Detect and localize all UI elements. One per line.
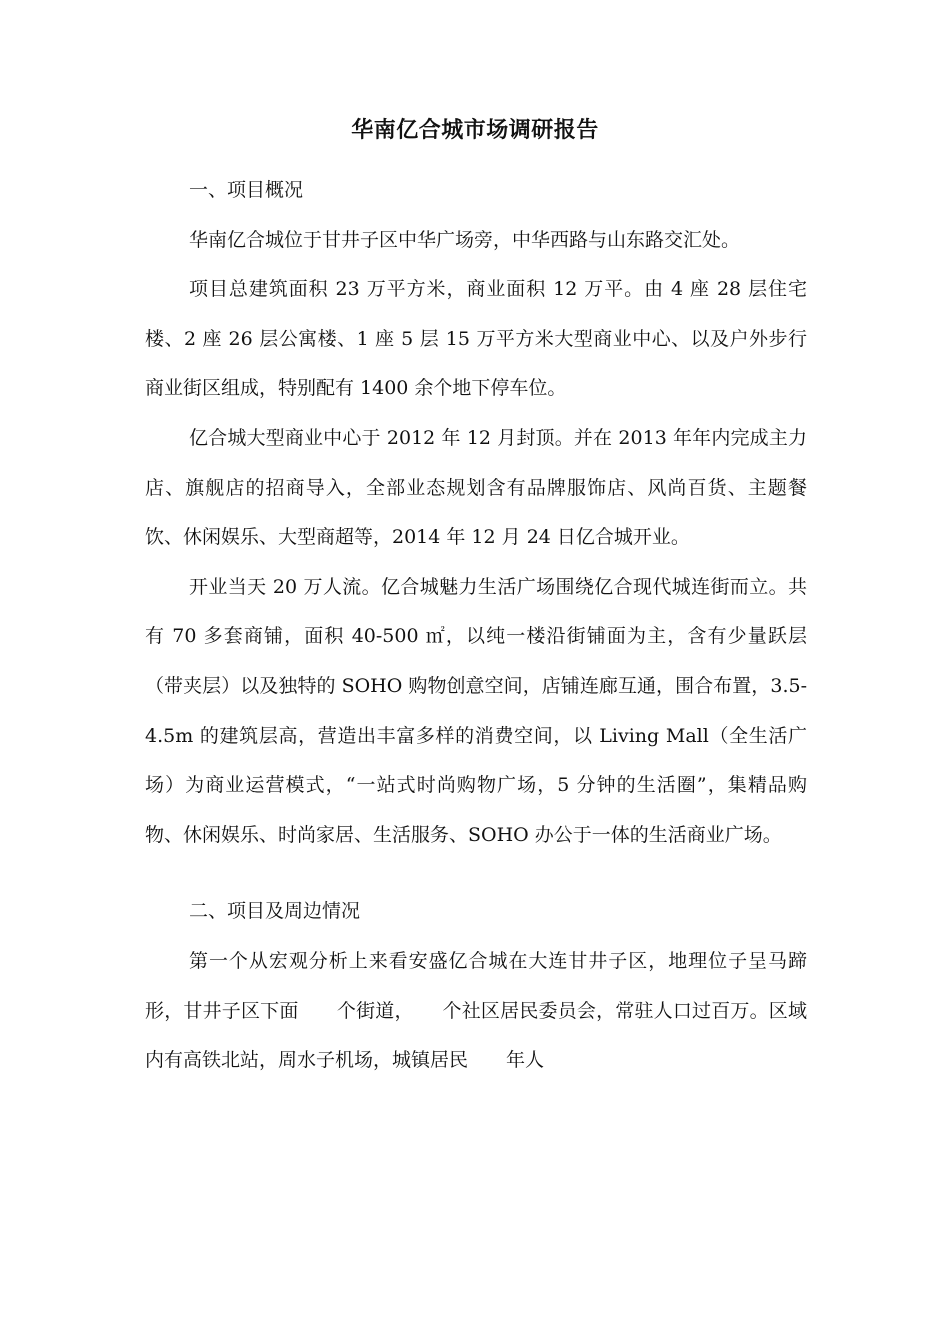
document-body xyxy=(145,166,807,1086)
section-heading-surroundings: 二、项目及周边情况 xyxy=(189,900,361,923)
paragraph-area: 项目总建筑面积 23 万平方米，商业面积 12 万平。由 4 座 28 层住宅楼、2 座 26 层公寓楼、1 座 5 层 15 万平方米大型商业中心、以及户外步行商业街区组成，特别配有 1400 余个地下停车位。 xyxy=(145,278,807,400)
paragraph-location: 华南亿合城位于甘井子区中华广场旁，中华西路与山东路交汇处。 xyxy=(189,228,741,251)
paragraph-opening: 开业当天 20 万人流。亿合城魅力生活广场围绕亿合现代城连街而立。共有 70 多套商铺，面积 40-500 ㎡，以纯一楼沿街铺面为主，含有少量跃层（带夹层）以及独特的 SOHO 购物创意空间，店铺连廊互通，围合布置，3.5-4.5m 的建筑层高，营造出丰富多样的消费空间，以 Living Mall（全生活广场）为商业运营模式，“一站式时尚购物广场，5 分钟的生活圈”，集精品购物、休闲娱乐、时尚家居、生活服务、SOHO 办公于一体的生活商业广场。 xyxy=(145,575,807,846)
paragraph-macro-analysis: 第一个从宏观分析上来看安盛亿合城在大连甘井子区，地理位子呈马蹄形，甘井子区下面 个街道， 个社区居民委员会，常驻人口过百万。区域内有高铁北站，周水子机场，城镇居民 年人 xyxy=(145,949,807,1072)
section-spacer xyxy=(145,860,807,887)
document-title: 华南亿合城市场调研报告 xyxy=(351,117,599,143)
paragraph-timeline: 亿合城大型商业中心于 2012 年 12 月封顶。并在 2013 年年内完成主力店、旗舰店的招商导入，全部业态规划含有品牌服饰店、风尚百货、主题餐饮、休闲娱乐、大型商超等，2014 年 12 月 24 日亿合城开业。 xyxy=(145,426,807,549)
section-heading-overview: 一、项目概况 xyxy=(189,179,304,201)
